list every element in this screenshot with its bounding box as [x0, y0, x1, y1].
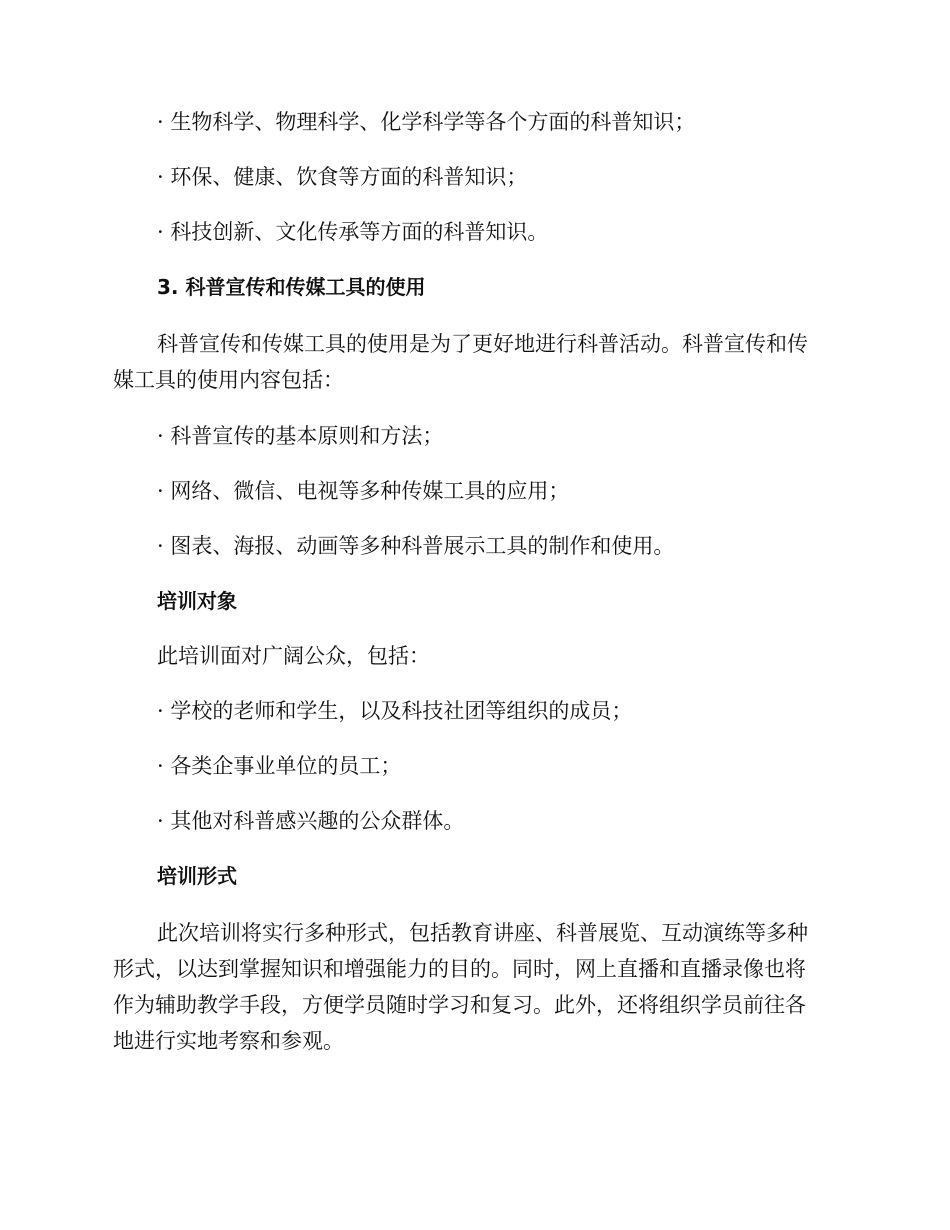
paragraph-line: 地进行实地考察和参观。 — [113, 1029, 344, 1053]
list-item: · 科普宣传的基本原则和方法； — [157, 424, 444, 448]
list-item: · 其他对科普感兴趣的公众群体。 — [157, 809, 465, 833]
paragraph-format — [113, 915, 833, 1059]
list-item: · 网络、微信、电视等多种传媒工具的应用； — [157, 479, 570, 503]
section-heading-audience: 培训对象 — [157, 589, 237, 613]
paragraph-line: 媒工具的使用内容包括： — [113, 368, 344, 392]
section-heading-media-tools: 3. 科普宣传和传媒工具的使用 — [157, 275, 426, 299]
paragraph-line: 科普宣传和传媒工具的使用是为了更好地进行科普活动。科普宣传和传 — [157, 332, 808, 356]
paragraph-line: 此次培训将实行多种形式，包括教育讲座、科普展览、互动演练等多种 — [157, 921, 808, 945]
paragraph-media-tools — [113, 326, 833, 398]
list-item: · 生物科学、物理科学、化学科学等各个方面的科普知识； — [157, 110, 696, 134]
list-item: · 各类企事业单位的员工； — [157, 754, 402, 778]
paragraph-audience-intro: 此培训面对广阔公众，包括： — [157, 644, 430, 668]
list-item: · 环保、健康、饮食等方面的科普知识； — [157, 165, 528, 189]
list-item: · 科技创新、文化传承等方面的科普知识。 — [157, 220, 549, 244]
list-item: · 学校的老师和学生，以及科技社团等组织的成员； — [157, 699, 633, 723]
paragraph-line: 作为辅助教学手段，方便学员随时学习和复习。此外，还将组织学员前往各 — [113, 993, 806, 1017]
paragraph-line: 形式，以达到掌握知识和增强能力的目的。同时，网上直播和直播录像也将 — [113, 957, 806, 981]
list-item: · 图表、海报、动画等多种科普展示工具的制作和使用。 — [157, 534, 675, 558]
section-heading-format: 培训形式 — [157, 864, 237, 888]
document-body — [113, 106, 833, 1081]
